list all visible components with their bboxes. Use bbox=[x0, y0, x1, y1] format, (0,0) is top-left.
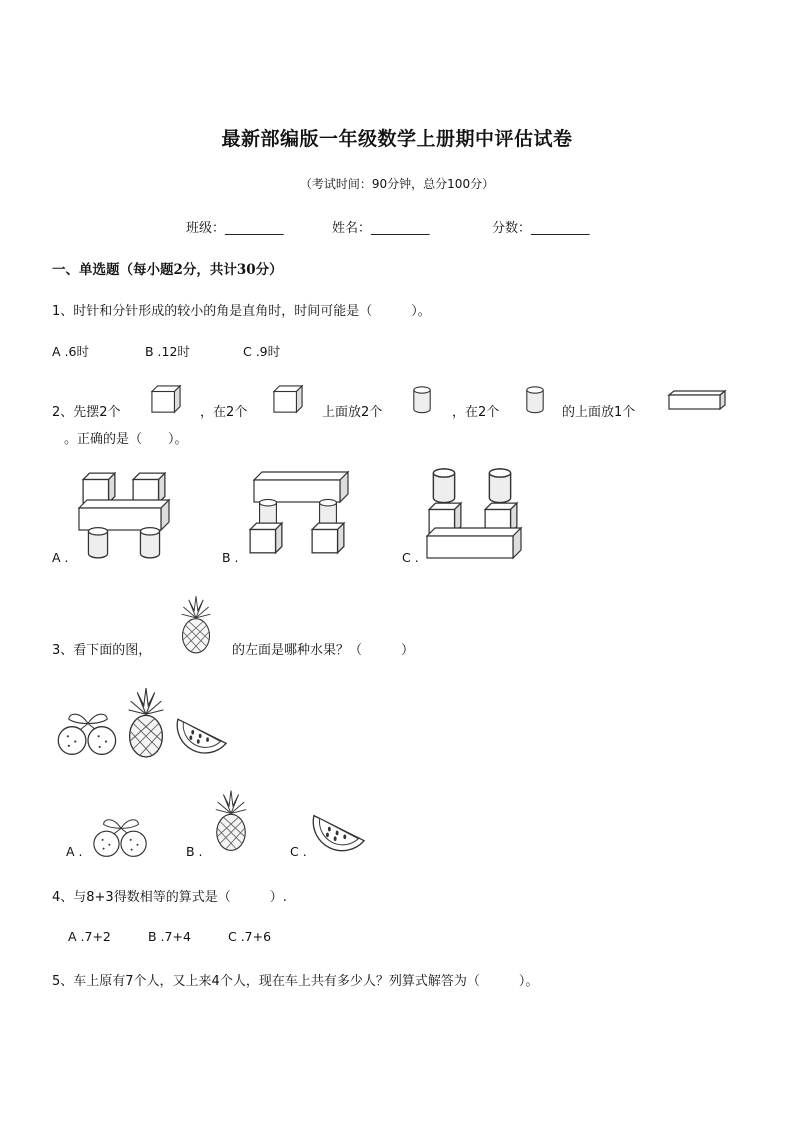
structure-c-figure[interactable] bbox=[425, 466, 523, 562]
long-block-icon bbox=[668, 390, 726, 410]
question-2-part2: ，在2个 bbox=[200, 405, 248, 420]
cylinder-icon bbox=[525, 385, 545, 415]
structure-a-figure[interactable] bbox=[77, 470, 172, 562]
question-4: 4、与8+3得数相等的算式是（ ）. bbox=[52, 890, 287, 905]
q2-option-c[interactable]: C . bbox=[402, 550, 419, 565]
question-3-part1: 3、看下面的图， bbox=[52, 643, 152, 658]
question-2-part5: 的上面放1个 bbox=[562, 405, 636, 420]
pineapple-icon bbox=[124, 688, 168, 758]
class-label: 班级： bbox=[186, 221, 226, 236]
question-5: 5、车上原有7个人，又上来4个人，现在车上共有多少人？列算式解答为（ ）。 bbox=[52, 974, 539, 989]
exam-subtitle: （考试时间：90分钟，总分100分） bbox=[299, 177, 495, 191]
question-2-part1: 2、先摆2个 bbox=[52, 405, 121, 420]
page-title: 最新部编版一年级数学上册期中评估试卷 bbox=[221, 128, 573, 150]
score-label: 分数： bbox=[492, 221, 532, 236]
q3-option-c[interactable]: C . bbox=[290, 844, 307, 859]
q4-option-b[interactable]: B .7+4 bbox=[148, 929, 191, 944]
score-field bbox=[492, 217, 590, 236]
section-heading: 一、单选题（每小题2分，共计30分） bbox=[52, 262, 283, 278]
question-2-part3: 上面放2个 bbox=[322, 405, 383, 420]
question-2-part4: ，在2个 bbox=[452, 405, 500, 420]
cube-icon bbox=[272, 384, 304, 414]
q2-option-a[interactable]: A . bbox=[52, 550, 69, 565]
q4-option-a[interactable]: A .7+2 bbox=[68, 929, 111, 944]
question-3-part2: 的左面是哪种水果？（ ） bbox=[232, 643, 415, 658]
question-1: 1、时针和分针形成的较小的角是直角时，时间可能是（ ）。 bbox=[52, 304, 431, 319]
pineapple-icon bbox=[178, 596, 214, 654]
question-2-line2: 。正确的是（ ）。 bbox=[64, 432, 188, 447]
name-field bbox=[332, 217, 430, 236]
q3-option-a[interactable]: A . bbox=[66, 844, 83, 859]
watermelon-icon bbox=[176, 714, 228, 756]
q2-option-b[interactable]: B . bbox=[222, 550, 239, 565]
watermelon-icon[interactable] bbox=[312, 810, 366, 854]
class-field bbox=[186, 217, 284, 236]
berries-icon bbox=[54, 708, 122, 756]
berries-icon[interactable] bbox=[90, 814, 152, 858]
q1-option-b[interactable]: B .12时 bbox=[145, 344, 190, 359]
score-blank[interactable]: _________ bbox=[531, 221, 590, 236]
q3-option-b[interactable]: B . bbox=[186, 844, 203, 859]
q4-option-c[interactable]: C .7+6 bbox=[228, 929, 272, 944]
cylinder-icon bbox=[412, 385, 432, 415]
name-blank[interactable]: _________ bbox=[371, 221, 430, 236]
class-blank[interactable]: _________ bbox=[225, 221, 284, 236]
name-label: 姓名： bbox=[332, 221, 372, 236]
pineapple-icon[interactable] bbox=[212, 790, 250, 852]
q1-option-c[interactable]: C .9时 bbox=[243, 344, 281, 359]
q1-option-a[interactable]: A .6时 bbox=[52, 344, 89, 359]
structure-b-figure[interactable] bbox=[246, 470, 351, 558]
cube-icon bbox=[150, 384, 182, 414]
